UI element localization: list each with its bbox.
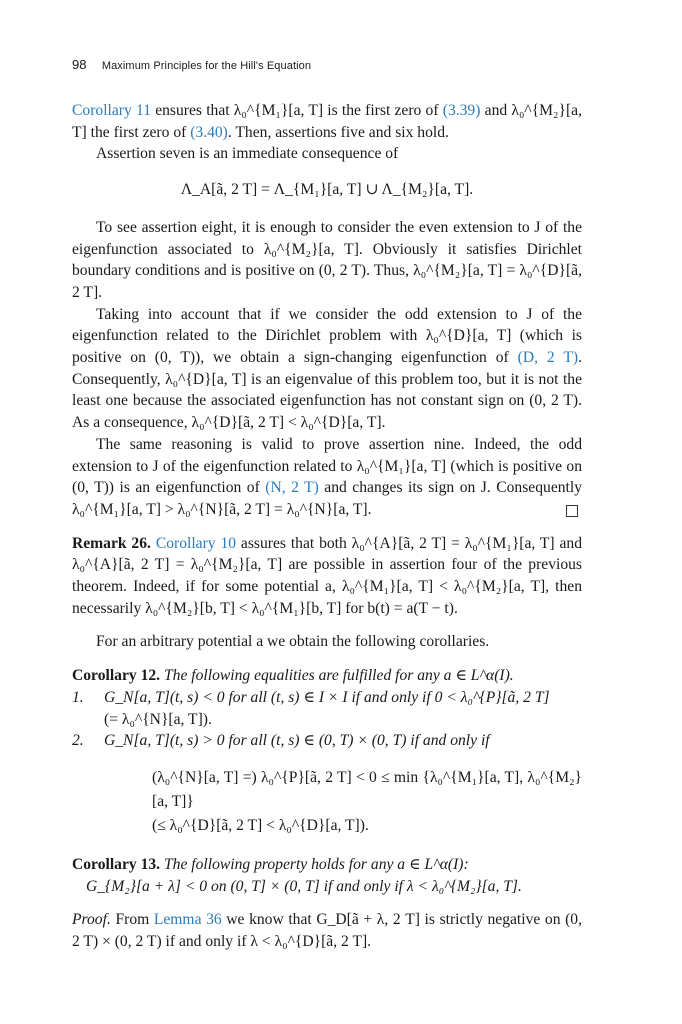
text-span: . Consequently, λ₀^{D}[a, T] is an eigenvalue of this problem too, but it is not the least one because the associated eigenfunction has not constant sign on (0, 2 T). As a consequence, λ₀^{D}[ã, 2 T] < λ₀^{D}[a, T]. [72,349,582,432]
text-span: G_N[a, T](t, s) > 0 for all (t, s) ∈ (0, T) × (0, T) if and only if [104,732,490,750]
equation-line: (≤ λ₀^{D}[ã, 2 T] < λ₀^{D}[a, T]). [152,816,369,834]
text-span: The same reasoning is valid to prove assertion nine. Indeed, the odd extension to J of the eigenfunction related to λ₀^{M₁}[a, T] (which is positive on (0, T)) is an eigenfunction of [72,435,582,497]
spacer [72,521,582,533]
corollary12-item-1-cont: (= λ₀^{N}[a, T]). [104,710,212,728]
text-span: . Then, assertions five and six hold. [227,123,449,141]
corollary11-link[interactable]: Corollary 11 [72,102,151,119]
lemma36-link[interactable]: Lemma 36 [153,911,222,929]
paragraph-assertion-seven: Assertion seven is an immediate consequence of [96,145,399,163]
remark-heading: Remark 26. [72,534,151,552]
problem-N-link[interactable]: (N, 2 T) [265,479,319,497]
equation-union: Λ_A[ã, 2 T] = Λ_{M₁}[a, T] ∪ Λ_{M₂}[a, T]. [180,181,474,199]
text-span: ensures that λ₀^{M₁}[a, T] is the first zero of [151,102,443,119]
corollary-12 [72,665,582,687]
paragraph-arbitrary-potential: For an arbitrary potential a we obtain the following corollaries. [96,633,490,651]
equation-corollary12 [152,766,582,838]
spacer [72,844,582,854]
qed-box-icon [566,505,578,517]
paragraph-assertion-nine [72,434,582,521]
corollary13-body: The following property holds for any a ∈ L^α(I): [163,855,469,873]
body-text [72,100,582,953]
corollary12-item-2 [72,730,582,752]
item-number: 1. [72,688,84,706]
spacer [72,619,582,631]
corollary12-heading: Corollary 12. [72,667,161,685]
corollary13-statement: G_{M₂}[a + λ] < 0 on (0, T] × (0, T] if and only if λ < λ₀^{M₂}[a, T]. [86,877,522,895]
text-span: and λ₀^{M₂}[a, T] the first zero of [72,102,582,141]
paragraph-corollary11 [72,100,582,143]
paragraph-odd-extension [72,304,582,434]
problem-D-link[interactable]: (D, 2 T) [517,349,579,367]
corollary10-link[interactable]: Corollary 10 [155,534,237,552]
page-number: 98 [72,57,87,72]
corollary13-heading: Corollary 13. [72,855,161,873]
text-span: and changes its sign on J. Consequently λ₀^{M₁}[a, T] > λ₀^{N}[ã, 2 T] = λ₀^{N}[a, T]. [72,479,582,518]
text-span: Taking into account that if we consider the odd extension to J of the eigenfunction related to the Dirichlet problem with λ₀^{D}[a, T] (which is positive on (0, T)), we obtain a sign-changing eigenfunction of [72,305,582,367]
paragraph-assertion-eight: To see assertion eight, it is enough to consider the even extension to J of the eigenfunction associated to λ₀^{M₂}[a, T]. Obviously it satisfies Dirichlet boundary conditions and is positive on (0, 2 T). Thus, λ₀^{M₂}[a, T] = λ₀^{D}[ã, 2 T]. [72,218,582,301]
spacer [72,897,582,909]
corollary12-item-1 [72,687,582,709]
eq-340-link[interactable]: (3.40) [190,123,228,141]
proof-heading: Proof. [72,911,111,929]
proof [72,909,582,952]
corollary-13 [72,854,582,876]
equation-line: (λ₀^{N}[a, T] =) λ₀^{P}[ã, 2 T] < 0 ≤ min {λ₀^{M₁}[a, T], λ₀^{M₂}[a, T]} [152,768,582,810]
page-header [72,57,311,72]
text-span: From [110,911,154,929]
spacer [72,653,582,665]
remark-26 [72,533,582,620]
corollary12-body: The following equalities are fulfilled for any a ∈ L^α(I). [163,667,514,685]
text-span: assures that both λ₀^{A}[ã, 2 T] = λ₀^{M₁}[a, T] and λ₀^{A}[ã, 2 T] = λ₀^{M₂}[a, T] are possible in assertion four of the previous theorem. Indeed, if for some potential a, λ₀^{M₁}[a, T] < λ₀^{M₂}[a, T], then necessarily λ₀^{M₂}[b, T] < λ₀^{M₁}[b, T] for b(t) = a(T − t). [72,534,582,617]
running-title: Maximum Principles for the Hill's Equation [101,60,312,72]
text-span: we know that G_D[ã + λ, 2 T] is strictly negative on (0, 2 T) × (0, 2 T) if and only if λ < λ₀^{D}[ã, 2 T]. [72,911,582,951]
item-number: 2. [72,732,84,750]
text-span: G_N[a, T](t, s) < 0 for all (t, s) ∈ I × I if and only if 0 < λ₀^{P}[ã, 2 T] [104,688,550,706]
eq-339-link[interactable]: (3.39) [442,102,481,119]
